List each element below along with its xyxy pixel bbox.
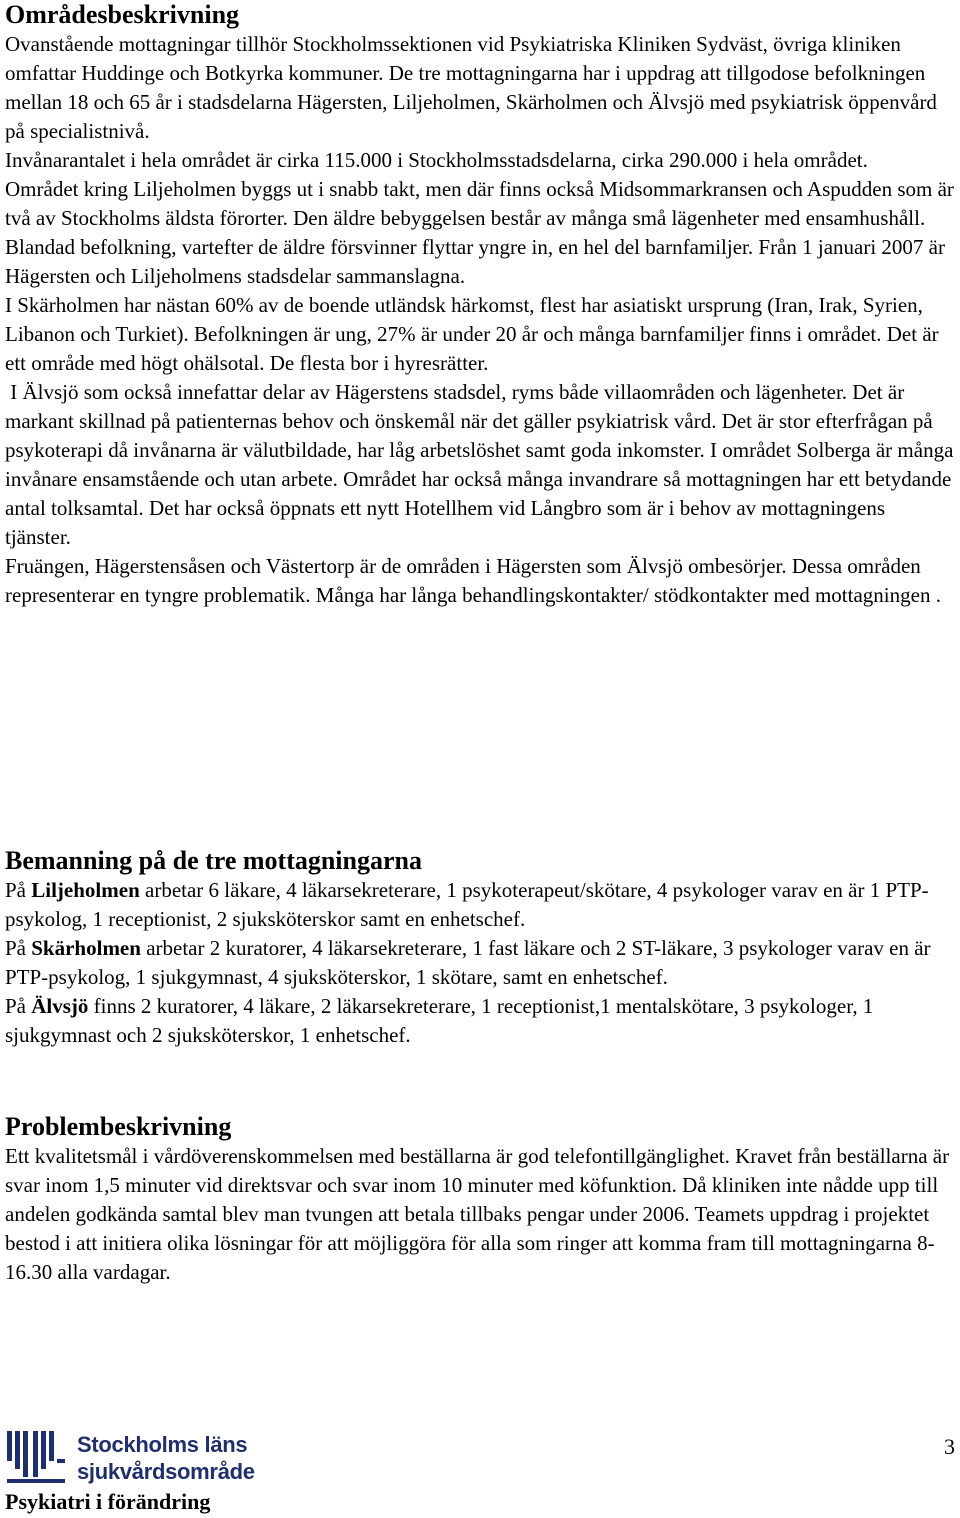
- staffing-text: finns 2 kuratorer, 4 läkare, 2 läkarsekreterare, 1 receptionist,1 mentalskötare, 3 psykologer, 1 sjukgymnast och 2 sjuksköterskor, 1 enhetschef.: [5, 994, 874, 1047]
- staffing-paragraph: [5, 876, 955, 934]
- staffing-paragraph: [5, 934, 955, 992]
- footer-tagline: Psykiatri i förändring: [5, 1489, 211, 1514]
- section-title: Problembeskrivning: [5, 1112, 232, 1141]
- logo-line: Stockholms läns: [77, 1432, 248, 1457]
- sll-logo-mark-icon: [5, 1429, 69, 1485]
- sll-logo: [5, 1429, 275, 1489]
- paragraph: Invånarantalet i hela området är cirka 115.000 i Stockholmsstadsdelarna, cirka 290.000 i hela området.: [5, 148, 868, 172]
- paragraph: I Skärholmen har nästan 60% av de boende utländsk härkomst, flest har asiatiskt ursprung (Iran, Irak, Syrien, Libanon och Turkiet). Befolkningen är ung, 27% är under 20 år och många barnfamiljer finns i området. Det är ett område med högt ohälsotal. De flesta bor i hyresrätter.: [5, 293, 939, 375]
- staffing-text: arbetar 6 läkare, 4 läkarsekreterare, 1 psykoterapeut/skötare, 4 psykologer varav en är 1 PTP-psykolog, 1 receptionist, 2 sjuksköterskor samt en enhetschef.: [5, 878, 929, 931]
- page-number: 3: [944, 1434, 955, 1459]
- prefix: På: [5, 936, 32, 960]
- paragraph: Ovanstående mottagningar tillhör Stockholmssektionen vid Psykiatriska Kliniken Sydväst, övriga kliniken omfattar Huddinge och Botkyrka kommuner. De tre mottagningarna har i uppdrag att tillgodose befolkningen mellan 18 och 65 år i stadsdelarna Hägersten, Liljeholmen, Skärholmen och Älvsjö med psykiatrisk öppenvård på specialistnivå.: [5, 32, 937, 143]
- clinic-name: Liljeholmen: [31, 878, 140, 902]
- logo-line: sjukvårdsområde: [77, 1459, 255, 1484]
- paragraph: I Älvsjö som också innefattar delar av Hägerstens stadsdel, ryms både villaområden och lägenheter. Det är markant skillnad på patienternas behov och önskemål när det gäller psykiatrisk vård. Det är stor efterfrågan på psykoterapi då invånarna är välutbildade, har låg arbetslöshet samt goda inkomster. I området Solberga är många invånare ensamstående och utan arbete. Området har också många invandrare så mottagningen har ett betydande antal tolksamtal. Det har också öppnats ett nytt Hotellhem vid Långbro som är i behov av mottagningens tjänster.: [5, 380, 959, 549]
- section-title: Bemanning på de tre mottagningarna: [5, 846, 422, 875]
- section-omradesbeskrivning: [5, 0, 959, 610]
- staffing-text: arbetar 2 kuratorer, 4 läkarsekreterare, 1 fast läkare och 2 ST-läkare, 3 psykologer varav en är PTP-psykolog, 1 sjukgymnast, 4 sjuksköterskor, 1 skötare, samt en enhetschef.: [5, 936, 931, 989]
- paragraph: Fruängen, Hägerstensåsen och Västertorp är de områden i Hägersten som Älvsjö ombesörjer. Dessa områden representerar en tyngre problematik. Många har långa behandlingskontakter/ stödkontakter med mottagningen .: [5, 554, 941, 607]
- paragraph: Området kring Liljeholmen byggs ut i snabb takt, men där finns också Midsommarkransen och Aspudden som är två av Stockholms äldsta förorter. Den äldre bebyggelsen består av många små lägenheter med ensamhushåll. Blandad befolkning, vartefter de äldre försvinner flyttar yngre in, en hel del barnfamiljer. Från 1 januari 2007 är Hägersten och Liljeholmens stadsdelar sammanslagna.: [5, 177, 954, 288]
- prefix: På: [5, 878, 32, 902]
- logo-wordmark: [77, 1431, 255, 1485]
- section-title: Områdesbeskrivning: [5, 0, 240, 29]
- section-bemanning: [5, 846, 955, 1050]
- staffing-paragraph: [5, 992, 955, 1050]
- section-problembeskrivning: [5, 1112, 955, 1287]
- clinic-name: Älvsjö: [31, 994, 89, 1018]
- clinic-name: Skärholmen: [31, 936, 141, 960]
- paragraph: Ett kvalitetsmål i vårdöverenskommelsen med beställarna är god telefontillgänglighet. Kravet från beställarna är svar inom 1,5 minuter vid direktsvar och svar inom 10 minuter med köfunktion. Då kliniken inte nådde upp till andelen godkända samtal blev man tvungen att betala tillbaks pengar under 2006. Teamets uppdrag i projektet bestod i att initiera olika lösningar för att möjliggöra för alla som ringer att komma fram till mottagningarna 8-16.30 alla vardagar.: [5, 1144, 950, 1284]
- prefix: På: [5, 994, 32, 1018]
